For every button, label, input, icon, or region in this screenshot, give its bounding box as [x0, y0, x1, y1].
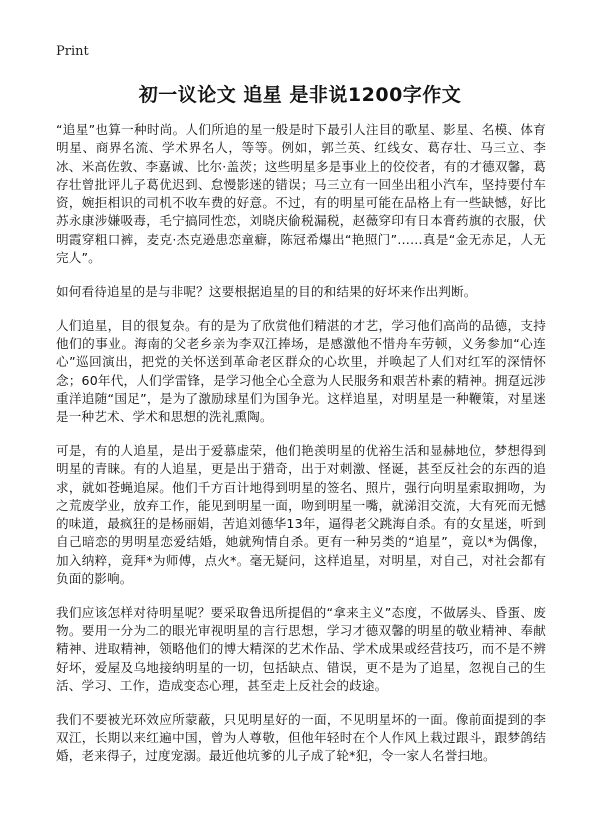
paragraph-4: 可是，有的人追星，是出于爱慕虚荣，他们艳羡明星的优裕生活和显赫地位，梦想得到明星的青睐。有的人追星，更是出于猎奇，出于对刺激、怪诞，甚至反社会的东西的追求，就如苍蝇追屎。他们千方百计地得到明星的签名、照片，强行向明星索取拥吻，为之荒废学业，放弃工作，能见到明星一面，吻到明星一嘴，就涕泪交流，大有死而无憾的味道，最疯狂的是杨丽娟，苦追刘德华13年，逼得老父跳海自杀。有的女星迷，听到自己暗恋的男明星恋爱结婚，她就殉情自杀。更有一种另类的“追星”，竟以*为偶像，加入纳粹，竟拜*为师傅，点火*。毫无疑问，这样追星，对明星，对自己，对社会都有负面的影响。: [56, 442, 546, 587]
paragraph-3: 人们追星，目的很复杂。有的是为了欣赏他们精湛的才艺，学习他们高尚的品德，支持他们的事业。海南的父老乡亲为李双江捧场，是感激他不惜舟车劳顿，义务参加“心连心”巡回演出，把党的关怀送到革命老区群众的心坎里，并唤起了人们对红军的深情怀念；60年代，人们学雷锋，是学习他全心全意为人民服务和艰苦朴素的精神。拥趸远涉重洋追随“国足”，是为了激励球星们为国争光。这样追星，对明星是一种鞭策，对星迷是一种艺术、学术和思想的洗礼熏陶。: [56, 317, 546, 425]
print-link[interactable]: Print: [56, 44, 89, 59]
paragraph-6: 我们不要被光环效应所蒙蔽，只见明星好的一面，不见明星坏的一面。像前面提到的李双江，长期以来红遍中国，曾为人尊敬，但他年轻时在个人作风上栽过跟斗，跟梦鸽结婚，老来得子，过度宠溺。最近他坑爹的儿子成了轮*犯，令一家人名誉扫地。: [56, 711, 546, 764]
paragraph-5: 我们应该怎样对待明星呢？要采取鲁迅所提倡的“拿来主义”态度，不做孱头、昏蛋、废物。要用一分为二的眼光审视明星的言行思想，学习才德双馨的明星的敬业精神、奉献精神、进取精神，领略他们的博大精深的艺术作品、学术成果或经营技巧，而不是不辨好坏，爱屋及乌地接纳明星的一切，包括缺点、错误，更不是为了追星，忽视自己的生活、学习、工作，造成变态心理，甚至走上反社会的歧途。: [56, 604, 546, 694]
paragraph-2: 如何看待追星的是与非呢？这要根据追星的目的和结果的好坏来作出判断。: [56, 283, 477, 299]
article-body: [56, 121, 546, 781]
article-title: 初一议论文 追星 是非说1200字作文: [138, 84, 462, 106]
paragraph-1: “追星”也算一种时尚。人们所追的星一般是时下最引人注目的歌星、影星、名模、体育明星、商界名流、学术界名人，等等。例如，郭兰英、红线女、葛存壮、马三立、李冰、米高佐敦、李嘉诚、比尔·盖茨；这些明星多是事业上的佼佼者，有的才德双馨，葛存壮曾批评儿子葛优迟到、怠慢影迷的错误；马三立有一回坐出租小汽车，坚持要付车资，婉拒相识的司机不收车费的好意。不过，有的明星可能在品格上有一些缺憾，好比苏永康涉嫌吸毒，毛宁搞同性恋，刘晓庆偷税漏税，赵薇穿印有日本膏药旗的衣服，伏明霞穿粗口裤，麦克·杰克逊患恋童癖，陈冠希爆出“艳照门”……真是“金无赤足，人无完人”。: [56, 122, 546, 266]
